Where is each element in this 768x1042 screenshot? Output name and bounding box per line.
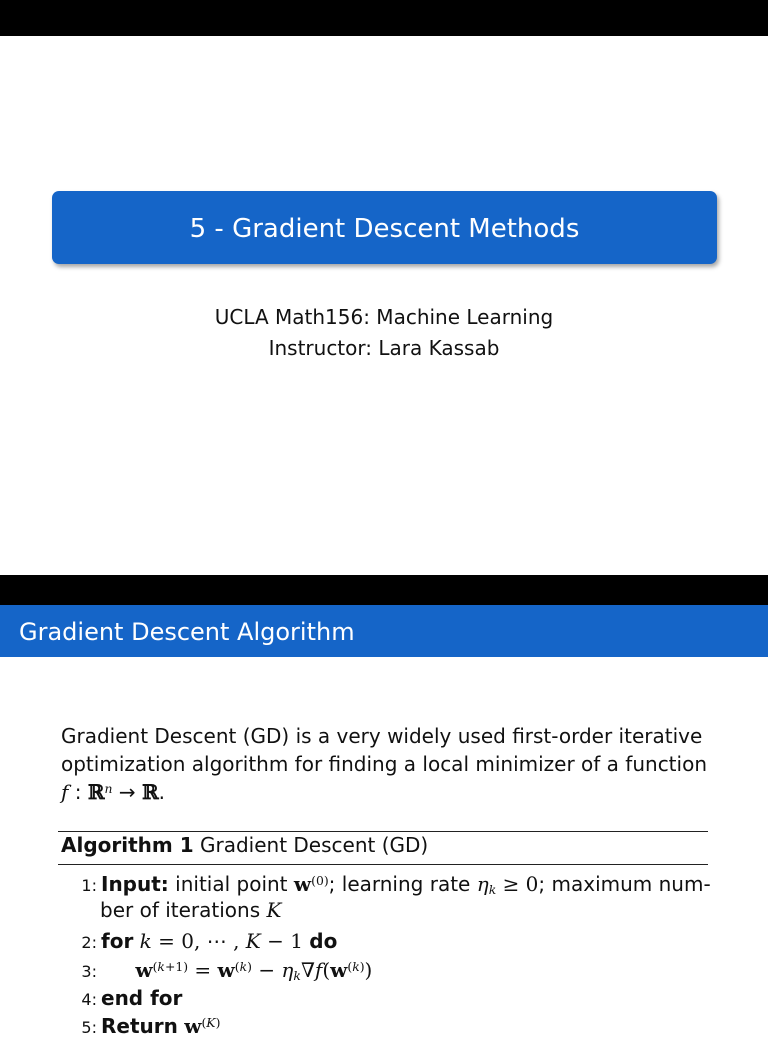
algorithm-line-1-continued [100, 898, 281, 922]
end-for-keyword: end for [101, 986, 183, 1010]
line-number: 4: [81, 990, 97, 1009]
presentation-title-box [52, 191, 717, 264]
update-rule-math: $w^{(k+1)} = w^{(k)} - \eta_k\nabla f(w^{(k)})$ [135, 958, 373, 984]
algorithm-line-2 [61, 927, 711, 957]
presentation-title: 5 - Gradient Descent Methods [189, 214, 580, 244]
return-value-math: $w^{(K)}$ [184, 1014, 221, 1038]
instructor-name: Instructor: Lara Kassab [268, 336, 500, 360]
line-number: 1: [81, 876, 97, 895]
intro-paragraph [61, 722, 721, 806]
frame-title-bar [0, 605, 768, 657]
algorithm-line-5 [61, 1012, 711, 1042]
input-text-cont: ber of iterations [100, 898, 261, 922]
algorithm-line-4 [61, 984, 711, 1014]
line-number: 3: [81, 962, 97, 981]
input-text-3: ; maximum num- [538, 872, 711, 896]
algorithm-line-3 [61, 956, 711, 986]
learning-rate-math: $\eta_k \ge 0$ [476, 872, 539, 898]
slide-divider [0, 575, 768, 605]
algorithm-top-rule [58, 831, 708, 832]
return-keyword: Return [101, 1014, 178, 1038]
input-text-2: ; learning rate [328, 872, 471, 896]
intro-line-2: optimization algorithm for finding a local minimizer of a function [61, 752, 707, 776]
top-black-bar [0, 0, 768, 36]
intro-line-3: f : ℝ$^n$ → ℝ. [61, 780, 165, 804]
max-iterations-math: K [266, 898, 282, 922]
intro-line-1: Gradient Descent (GD) is a very widely used first-order iterative [61, 724, 703, 748]
algorithm-name: Gradient Descent (GD) [200, 833, 429, 857]
algorithm-line-1 [61, 870, 711, 900]
algorithm-header-rule [58, 864, 708, 865]
do-keyword: do [309, 929, 338, 953]
loop-range-math: k = 0, ⋯ , K − 1 [139, 929, 303, 953]
line-number: 2: [81, 933, 97, 952]
input-keyword: Input: [101, 872, 169, 896]
course-name: UCLA Math156: Machine Learning [214, 305, 554, 329]
algorithm-label: Algorithm 1 [61, 833, 194, 857]
function-signature: f [61, 780, 69, 804]
initial-point-math: $w^{(0)}$ [293, 872, 329, 896]
frame-title: Gradient Descent Algorithm [19, 618, 355, 646]
input-text: initial point [175, 872, 288, 896]
for-keyword: for [101, 929, 134, 953]
line-number: 5: [81, 1018, 97, 1037]
algorithm-caption [61, 833, 428, 857]
